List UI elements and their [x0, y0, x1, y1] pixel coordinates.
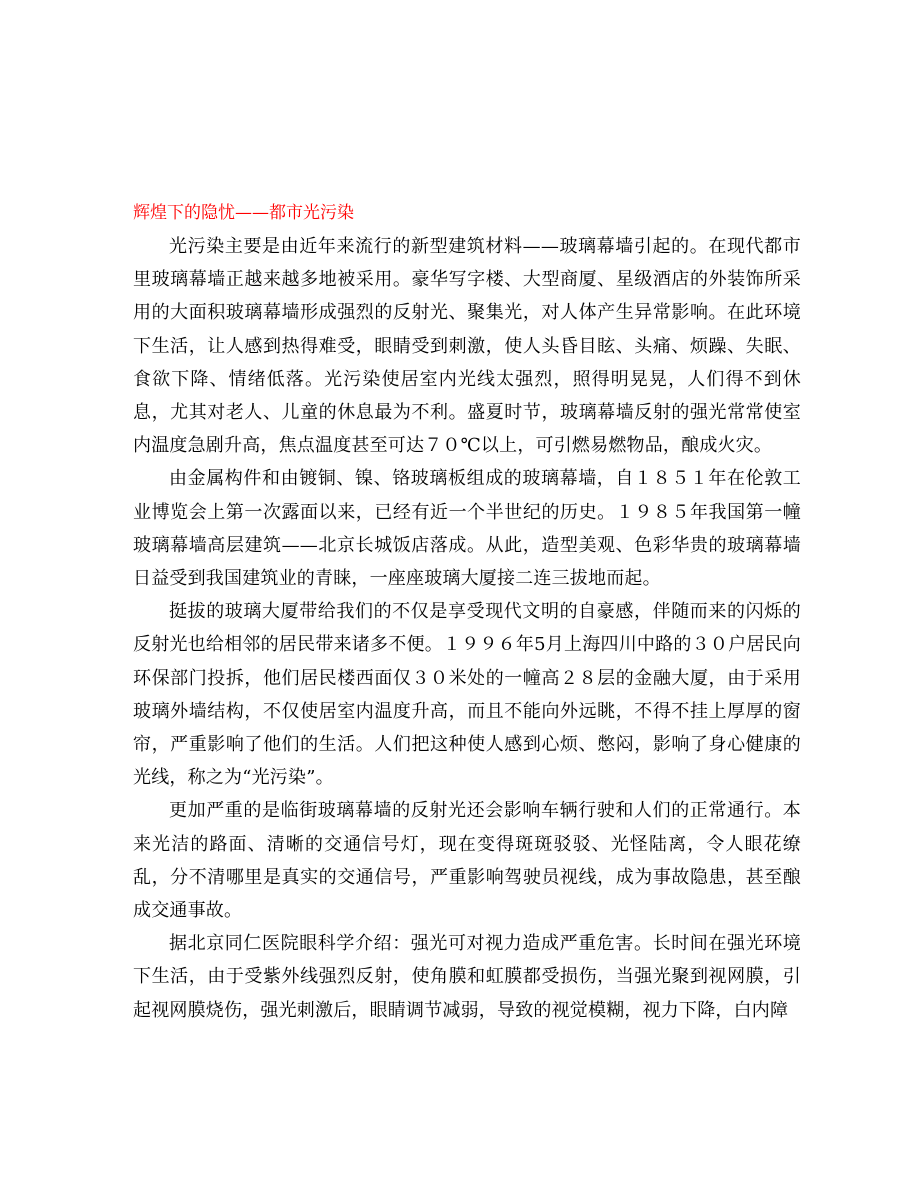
paragraph-2: 由金属构件和由镀铜、镍、铬玻璃板组成的玻璃幕墙，自１８５１年在伦敦工业博览会上第一次露面以来，已经有近一个半世纪的历史。１９８５年我国第一幢玻璃幕墙高层建筑——北京长城饭店落成。从此，造型美观、色彩华贵的玻璃幕墙日益受到我国建筑业的青睐，一座座玻璃大厦接二连三拔地而起。	[133, 468, 801, 590]
paragraph-3: 挺拔的玻璃大厦带给我们的不仅是享受现代文明的自豪感，伴随而来的闪烁的反射光也给相邻的居民带来诸多不便。１９９６年5月上海四川中路的３０户居民向环保部门投拆，他们居民楼西面仅３０米处的一幢高２８层的金融大厦，由于采用玻璃外墙结构，不仅使居室内温度升高，而且不能向外远眺，不得不挂上厚厚的窗帘，严重影响了他们的生活。人们把这种使人感到心烦、憋闷，影响了身心健康的光线，称之为“光污染”。	[133, 601, 801, 789]
document-page	[133, 198, 801, 1027]
paragraph-4: 更加严重的是临街玻璃幕墙的反射光还会影响车辆行驶和人们的正常通行。本来光洁的路面、清晰的交通信号灯，现在变得斑斑驳驳、光怪陆离，令人眼花缭乱，分不清哪里是真实的交通信号，严重影响驾驶员视线，成为事故隐患，甚至酿成交通事故。	[133, 800, 801, 922]
paragraph-1: 光污染主要是由近年来流行的新型建筑材料——玻璃幕墙引起的。在现代都市里玻璃幕墙正越来越多地被采用。豪华写字楼、大型商厦、星级酒店的外装饰所采用的大面积玻璃幕墙形成强烈的反射光、聚集光，对人体产生异常影响。在此环境下生活，让人感到热得难受，眼睛受到刺激，使人头昏目眩、头痛、烦躁、失眠、食欲下降、情绪低落。光污染使居室内光线太强烈，照得明晃晃，人们得不到休息，尤其对老人、儿童的休息最为不利。盛夏时节，玻璃幕墙反射的强光常常使室内温度急剧升高，焦点温度甚至可达７０℃以上，可引燃易燃物品，酿成火灾。	[133, 236, 801, 457]
paragraph-5: 据北京同仁医院眼科学介绍：强光可对视力造成严重危害。长时间在强光环境下生活，由于受紫外线强烈反射，使角膜和虹膜都受损伤，当强光聚到视网膜，引起视网膜烧伤，强光刺激后，眼睛调节减弱，导致的视觉模糊，视力下降，白内障	[133, 933, 801, 1021]
document-title: 辉煌下的隐忧——都市光污染	[133, 203, 354, 223]
